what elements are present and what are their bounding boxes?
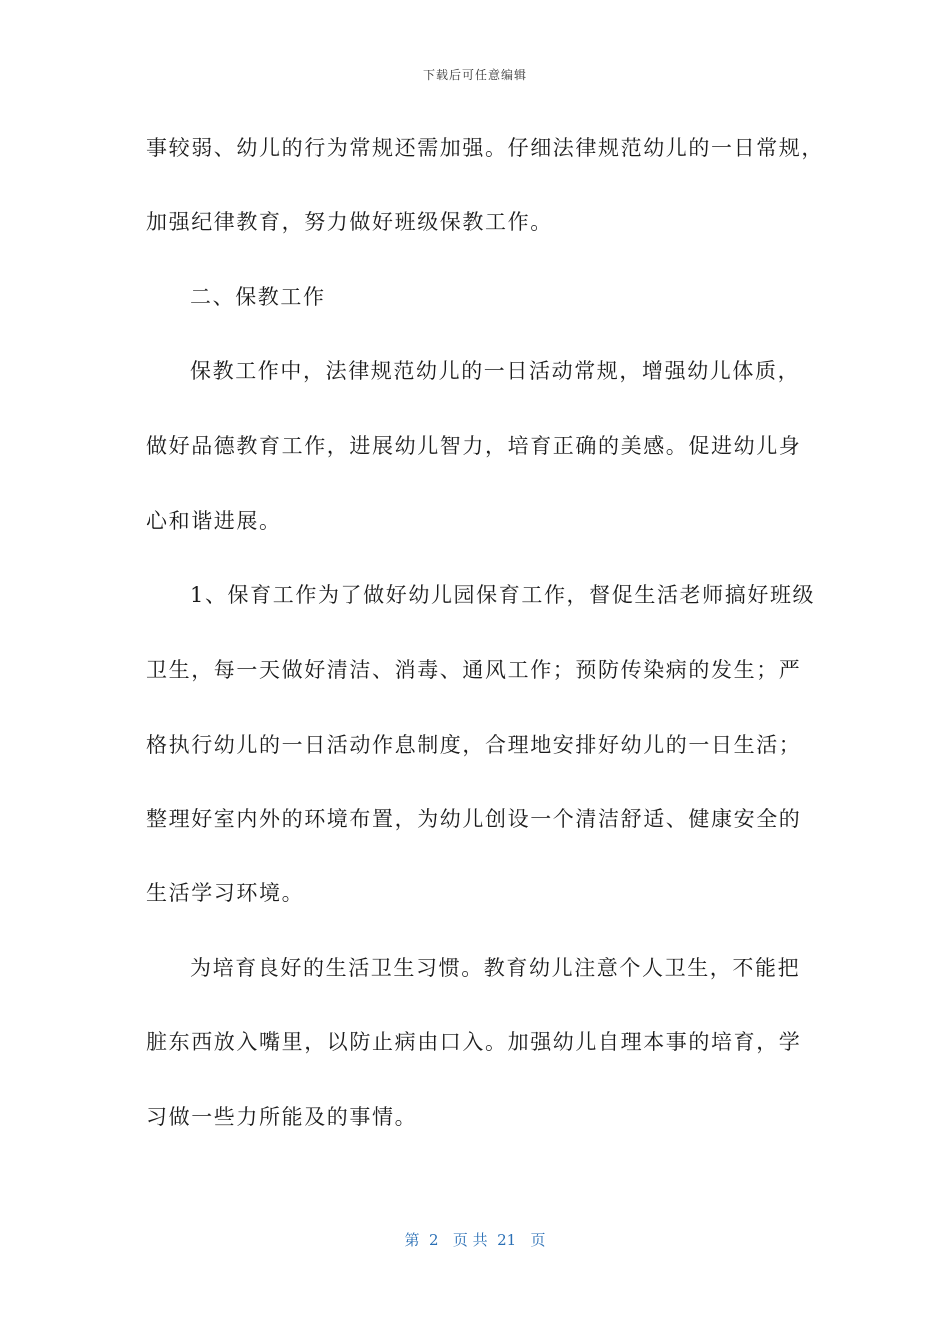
page-header: 下载后可任意编辑 — [422, 68, 527, 82]
body-line: 事较弱、幼儿的行为常规还需加强。仔细法律规范幼儿的一日常规， — [146, 136, 824, 160]
body-line: 脏东西放入嘴里，以防止病由口入。加强幼儿自理本事的培育，学 — [146, 1030, 802, 1054]
body-line: 卫生，每一天做好清洁、消毒、通风工作；预防传染病的发生；严 — [146, 658, 802, 682]
body-line: 加强纪律教育，努力做好班级保教工作。 — [146, 210, 553, 234]
body-line: 为培育良好的生活卫生习惯。教育幼儿注意个人卫生，不能把 — [190, 956, 801, 980]
body-line: 保教工作中，法律规范幼儿的一日活动常规，增强幼儿体质， — [190, 359, 801, 383]
body-line: 做好品德教育工作，进展幼儿智力，培育正确的美感。促进幼儿身 — [146, 434, 802, 458]
body-line: 1、保育工作为了做好幼儿园保育工作，督促生活老师搞好班级 — [190, 583, 816, 607]
body-line: 习做一些力所能及的事情。 — [146, 1105, 418, 1129]
body-line: 格执行幼儿的一日活动作息制度，合理地安排好幼儿的一日生活； — [146, 733, 802, 757]
section-heading: 二、保教工作 — [190, 285, 326, 309]
body-line: 生活学习环境。 — [146, 881, 305, 905]
page-footer: 第 2 页 共 21 页 — [404, 1231, 546, 1249]
body-line: 心和谐进展。 — [146, 509, 282, 533]
body-line: 整理好室内外的环境布置，为幼儿创设一个清洁舒适、健康安全的 — [146, 807, 802, 831]
